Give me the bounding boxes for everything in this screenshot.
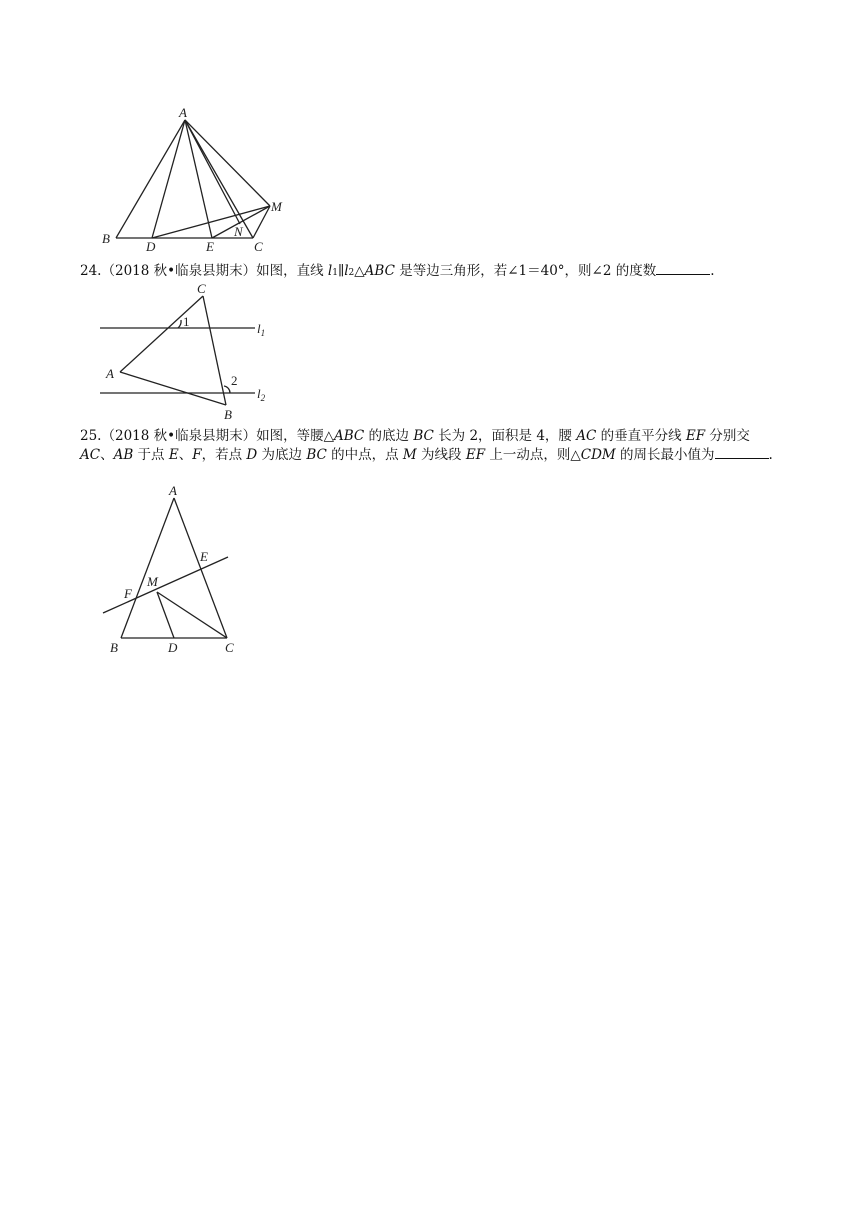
label-c: C bbox=[197, 281, 206, 296]
q25-text-7: 于点 bbox=[133, 447, 169, 463]
q25-cdm: CDM bbox=[580, 447, 616, 463]
label-l2-subscript: 2 bbox=[260, 393, 266, 403]
q25-m: M bbox=[402, 447, 417, 463]
q25-f: F bbox=[192, 447, 202, 463]
figure-24-svg bbox=[95, 280, 285, 425]
triangle-abc: ABC bbox=[364, 263, 395, 279]
q25-text-13: 上一动点，则△ bbox=[485, 447, 581, 463]
answer-blank bbox=[656, 262, 710, 275]
label-d: D bbox=[168, 640, 178, 655]
q25-ac: AC bbox=[576, 428, 597, 444]
q24-text-3: 是等边三角形，若∠1＝40°，则∠2 的度数 bbox=[394, 263, 657, 279]
q24-text-1: 如图，直线 bbox=[256, 263, 328, 279]
question-number: 24. bbox=[80, 263, 102, 279]
label-l1 bbox=[257, 321, 265, 338]
label-l2 bbox=[257, 386, 266, 403]
angle-2-arc bbox=[224, 386, 230, 393]
answer-blank bbox=[715, 446, 769, 459]
line-l2-subscript: 2 bbox=[348, 268, 355, 278]
q25-text-6: 、 bbox=[100, 447, 114, 463]
label-l1-letter: l bbox=[257, 321, 261, 336]
figure-23-svg bbox=[95, 100, 295, 255]
label-l2-letter: l bbox=[257, 386, 261, 401]
segment-ad bbox=[152, 120, 185, 238]
line-l2-name: l bbox=[344, 263, 349, 279]
q24-period: . bbox=[710, 263, 715, 279]
question-source: （2018 秋•临泉县期末） bbox=[101, 263, 257, 279]
q25-ef: EF bbox=[685, 428, 706, 444]
q25-e: E bbox=[168, 447, 179, 463]
label-e: E bbox=[200, 549, 208, 564]
q25-text-2: 的底边 bbox=[364, 428, 414, 444]
segment-ca bbox=[120, 296, 203, 372]
label-d: D bbox=[146, 239, 156, 254]
q25-bc-2: BC bbox=[306, 447, 327, 463]
label-b: B bbox=[224, 407, 232, 422]
q25-period: . bbox=[768, 447, 773, 463]
q25-text-4: 的垂直平分线 bbox=[596, 428, 686, 444]
line-l1-name: l bbox=[327, 263, 333, 279]
q25-ab: AB bbox=[113, 447, 134, 463]
q25-text-5: 分别交 bbox=[705, 428, 750, 444]
label-e: E bbox=[206, 239, 214, 254]
q25-text-8: 、 bbox=[178, 447, 193, 463]
q25-ef-2: EF bbox=[465, 447, 486, 463]
q25-bc: BC bbox=[413, 428, 434, 444]
q25-text-3: 长为 2，面积是 4，腰 bbox=[433, 428, 577, 444]
angle-1-arc bbox=[178, 320, 181, 328]
label-n: N bbox=[234, 224, 243, 239]
segment-ac bbox=[174, 498, 227, 638]
question-number: 25. bbox=[80, 428, 102, 444]
question-source: （2018 秋•临泉县期末） bbox=[101, 428, 257, 444]
q25-text-1: 如图，等腰△ bbox=[256, 428, 334, 444]
figure-25 bbox=[95, 480, 245, 660]
label-l1-subscript: 1 bbox=[260, 328, 266, 338]
q25-abc: ABC bbox=[334, 428, 365, 444]
line-l1-subscript: 1 bbox=[332, 268, 338, 278]
segment-an bbox=[185, 120, 240, 224]
q25-text-10: 为底边 bbox=[257, 447, 307, 463]
q25-text-12: 为线段 bbox=[416, 447, 466, 463]
q25-d: D bbox=[246, 447, 258, 463]
label-f: F bbox=[124, 586, 132, 601]
segment-ab bbox=[120, 372, 226, 405]
q25-text-9: ，若点 bbox=[201, 447, 247, 463]
figure-23 bbox=[95, 100, 295, 255]
question-25 bbox=[80, 427, 780, 465]
parallel-symbol: ∥ bbox=[337, 263, 345, 279]
segment-ab bbox=[116, 120, 185, 238]
angle-1-label: 1 bbox=[183, 314, 190, 329]
label-c: C bbox=[225, 640, 234, 655]
q25-text-14: 的周长最小值为 bbox=[615, 447, 715, 463]
label-m: M bbox=[147, 574, 158, 589]
segment-ae bbox=[185, 120, 212, 238]
angle-2-label: 2 bbox=[231, 373, 238, 388]
line-ef bbox=[103, 557, 228, 613]
label-a: A bbox=[106, 366, 114, 381]
label-a: A bbox=[169, 483, 177, 498]
segment-md bbox=[157, 592, 174, 638]
segment-mc bbox=[157, 592, 227, 638]
q25-ac-2: AC bbox=[80, 447, 101, 463]
triangle-symbol: △ bbox=[354, 263, 365, 279]
segment-cb bbox=[203, 296, 226, 405]
label-a: A bbox=[179, 105, 187, 120]
label-m: M bbox=[271, 199, 282, 214]
label-b: B bbox=[102, 231, 110, 246]
figure-24 bbox=[95, 280, 285, 425]
q25-text-11: 的中点，点 bbox=[326, 447, 403, 463]
label-c: C bbox=[254, 239, 263, 254]
figure-25-svg bbox=[95, 480, 245, 660]
label-b: B bbox=[110, 640, 118, 655]
